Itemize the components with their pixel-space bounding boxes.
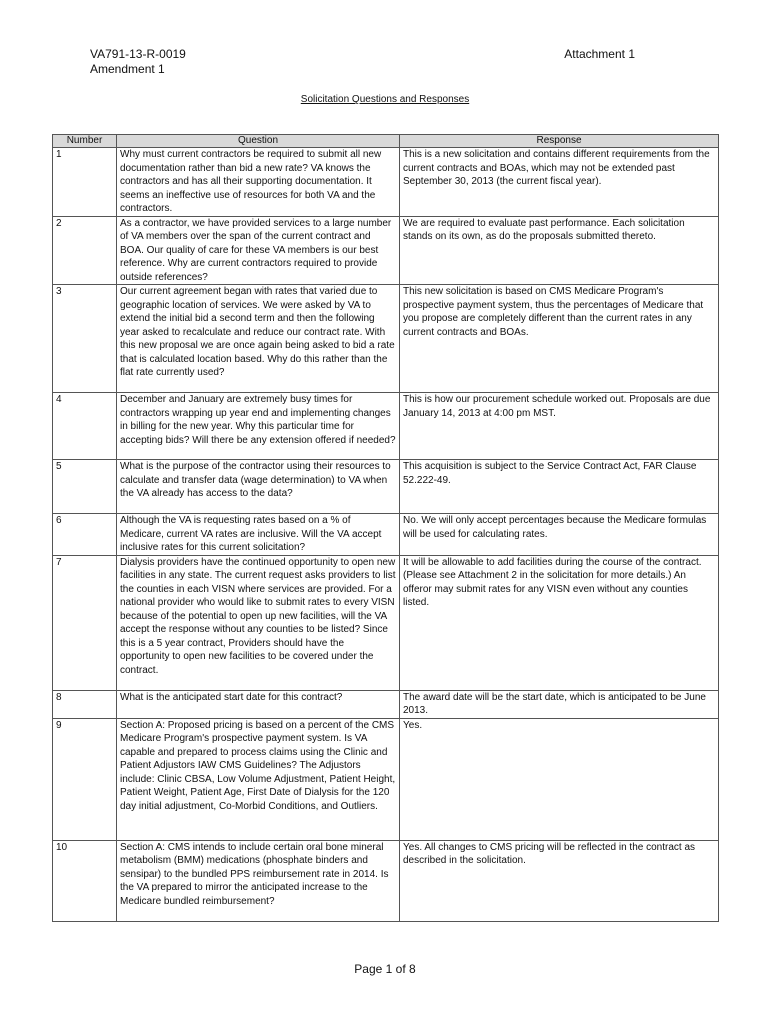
row-number: 4 [53,393,117,460]
row-response: Yes. [400,718,719,840]
table-row [53,393,719,460]
row-response: It will be allowable to add facilities during the course of the contract. (Please see Attachment 2 in the solicitation for more details.) An offeror may submit rates for any VISN even without any counties listed. [400,555,719,690]
table-row [53,840,719,921]
table-row [53,460,719,514]
table-row [53,216,719,285]
row-number: 10 [53,840,117,921]
row-question: What is the anticipated start date for this contract? [117,690,400,718]
row-number: 2 [53,216,117,285]
row-question: As a contractor, we have provided services to a large number of VA members over the span of the current contract and BOA. Our quality of care for these VA members is our best reference. Why are current contractors required to provide outside references? [117,216,400,285]
row-question: Our current agreement began with rates that varied due to geographic location of services. We were asked by VA to extend the initial bid a second term and then the following year asked to recalculate and reduce our contract rate. With this new proposal we are once again being asked to bid a rate that is calculated location based. Why do this rather than the flat rate currently used? [117,285,400,393]
row-question: Although the VA is requesting rates based on a % of Medicare, current VA rates are inclusive. Will the VA accept inclusive rates for this current solicitation? [117,514,400,556]
table-row [53,148,719,217]
row-response: Yes. All changes to CMS pricing will be reflected in the contract as described in the solicitation. [400,840,719,921]
table-row [53,690,719,718]
table-row [53,718,719,840]
row-question: Section A: CMS intends to include certain oral bone mineral metabolism (BMM) medications (phosphate binders and sensipar) to the bundled PPS reimbursement rate in 2014. Is the VA prepared to mirror the anticipated increase to the Medicare bundled reimbursement? [117,840,400,921]
row-number: 9 [53,718,117,840]
page-number: Page 1 of 8 [354,962,416,976]
table-row [53,514,719,556]
table-row [53,555,719,690]
row-response: This new solicitation is based on CMS Medicare Program's prospective payment system, thus the percentages of Medicare that you propose are completely different than the current rates in any current contracts and BOAs. [400,285,719,393]
row-number: 3 [53,285,117,393]
attachment-label: Attachment 1 [564,47,635,61]
row-response: No. We will only accept percentages because the Medicare formulas will be used for calculating rates. [400,514,719,556]
row-response: This is a new solicitation and contains different requirements from the current contracts and BOAs, which may not be extended past September 30, 2013 (the current fiscal year). [400,148,719,217]
column-header-question: Question [117,135,400,148]
row-question: What is the purpose of the contractor using their resources to calculate and transfer data (wage determination) to VA when the VA already has access to the data? [117,460,400,514]
table-row [53,285,719,393]
row-number: 7 [53,555,117,690]
row-response: The award date will be the start date, which is anticipated to be June 2013. [400,690,719,718]
row-response: This is how our procurement schedule worked out. Proposals are due January 14, 2013 at 4:00 pm MST. [400,393,719,460]
doc-id: VA791-13-R-0019 [90,47,186,61]
row-number: 6 [53,514,117,556]
row-number: 1 [53,148,117,217]
row-response: We are required to evaluate past performance. Each solicitation stands on its own, as do the proposals submitted thereto. [400,216,719,285]
row-number: 5 [53,460,117,514]
document-header [90,47,635,77]
row-number: 8 [53,690,117,718]
row-question: Dialysis providers have the continued opportunity to open new facilities in any state. The current request asks providers to list the counties in each VISN where services are provided. For a national provider who would like to submit rates to every VISN because of the potential to open up new facilities, will the VA accept the response without any counties to be listed? Since this is a 5 year contract, Providers should have the opportunity to open new facilities to be covered under the contract. [117,555,400,690]
column-header-number: Number [53,135,117,148]
row-question: Why must current contractors be required to submit all new documentation rather than bid a new rate? VA knows the contractors and has all their supporting documentation. It seems an ineffective use of resources for both VA and the contractors. [117,148,400,217]
page-title: Solicitation Questions and Responses [300,94,470,105]
row-question: December and January are extremely busy times for contractors wrapping up year end and implementing changes in billing for the new year. Why this particular time for accepting bids? Will there be any extension offered if needed? [117,393,400,460]
questions-table [52,134,719,922]
amendment-label: Amendment 1 [90,62,165,76]
row-question: Section A: Proposed pricing is based on a percent of the CMS Medicare Program's prospective payment system. Is VA capable and prepared to process claims using the Clinic and Patient Adjustors IAW CMS Guidelines? The Adjustors include: Clinic CBSA, Low Volume Adjustment, Patient Height, Patient Weight, Patient Age, First Date of Dialysis for the 120 day initial adjustment, Co-Morbid Conditions, and Outliers. [117,718,400,840]
row-response: This acquisition is subject to the Service Contract Act, FAR Clause 52.222-49. [400,460,719,514]
table-header-row [53,135,719,148]
column-header-response: Response [400,135,719,148]
